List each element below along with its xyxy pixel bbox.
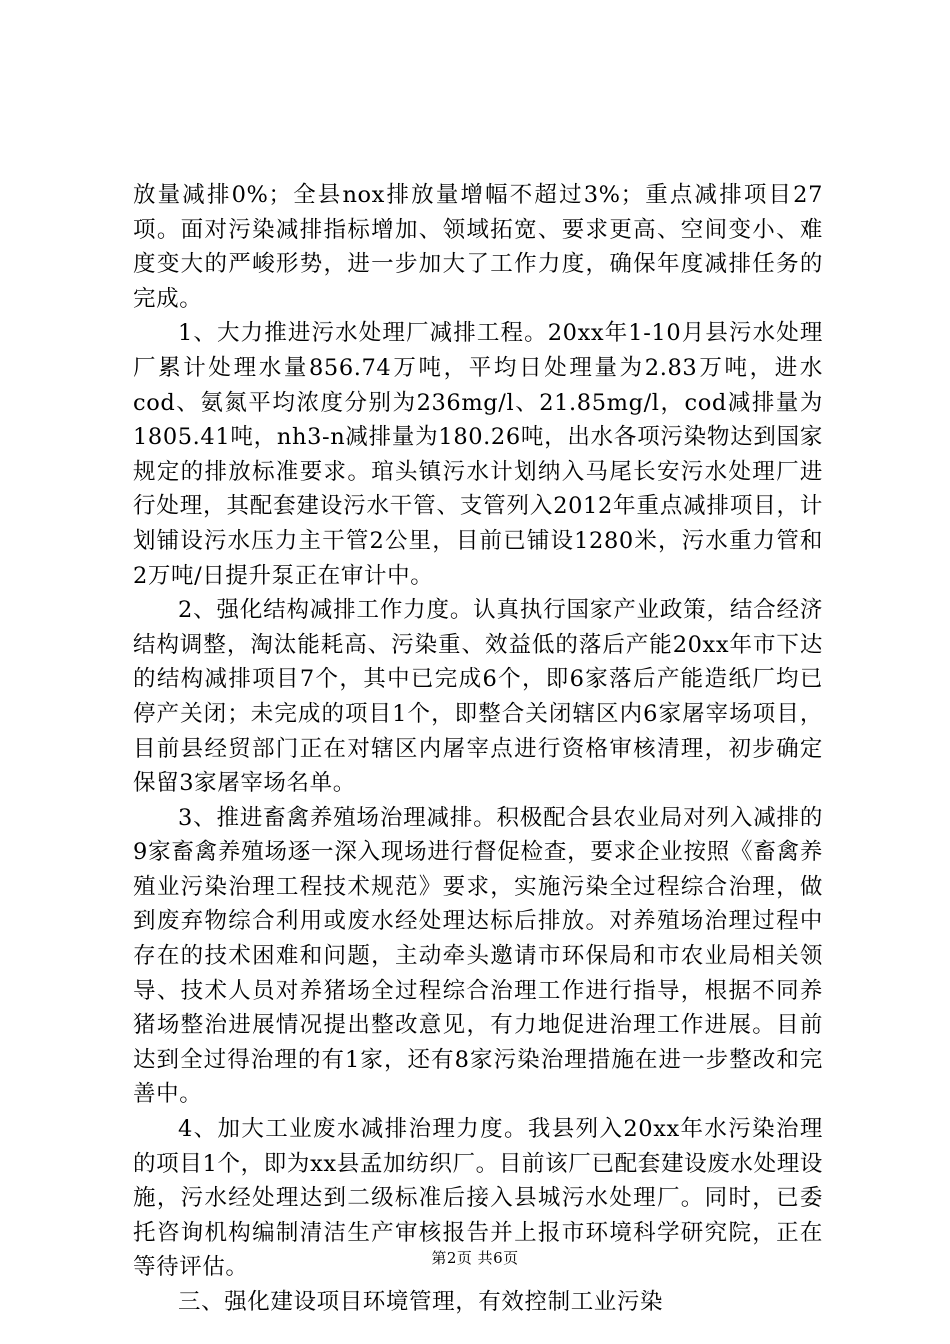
paragraph-item-2: 2、强化结构减排工作力度。认真执行国家产业政策，结合经济结构调整，淘汰能耗高、污染重、效益低的落后产能20xx年市下达的结构减排项目7个，其中已完成6个，即6家落后产能造纸厂均已停产关闭；未完成的项目1个，即整合关闭辖区内6家屠宰场项目，目前县经贸部门正在对辖区内屠宰点进行资格审核清理，初步确定保留3家屠宰场名单。	[133, 597, 823, 797]
paragraph-item-1: 1、大力推进污水处理厂减排工程。20xx年1-10月县污水处理厂累计处理水量856.74万吨，平均日处理量为2.83万吨，进水cod、氨氮平均浓度分别为236mg/l、21.85mg/l，cod减排量为1805.41吨，nh3-n减排量为180.26吨，出水各项污染物达到国家规定的排放标准要求。琯头镇污水计划纳入马尾长安污水处理厂进行处理，其配套建设污水干管、支管列入2012年重点减排项目，计划铺设污水压力主干管2公里，目前已铺设1280米，污水重力管和2万吨/日提升泵正在审计中。	[133, 320, 823, 589]
document-body	[133, 178, 823, 1320]
paragraph-item-4: 4、加大工业废水减排治理力度。我县列入20xx年水污染治理的项目1个，即为xx县孟加纺织厂。目前该厂已配套建设废水处理设施，污水经处理达到二级标准后接入县城污水处理厂。同时，已委托咨询机构编制清洁生产审核报告并上报市环境科学研究院，正在等待评估。	[133, 1116, 823, 1281]
page-number-footer: 第2页 共6页	[431, 1249, 519, 1267]
paragraph-continuation: 放量减排0%；全县nox排放量增幅不超过3%；重点减排项目27项。面对污染减排指标增加、领域拓宽、要求更高、空间变小、难度变大的严峻形势，进一步加大了工作力度，确保年度减排任务的完成。	[133, 182, 823, 312]
section-heading-3: 三、强化建设项目环境管理，有效控制工业污染	[178, 1289, 664, 1315]
paragraph-item-3: 3、推进畜禽养殖场治理减排。积极配合县农业局对列入减排的9家畜禽养殖场逐一深入现场进行督促检查，要求企业按照《畜禽养殖业污染治理工程技术规范》要求，实施污染全过程综合治理，做到废弃物综合利用或废水经处理达标后排放。对养殖场治理过程中存在的技术困难和问题，主动牵头邀请市环保局和市农业局相关领导、技术人员对养猪场全过程综合治理工作进行指导，根据不同养猪场整治进展情况提出整改意见，有力地促进治理工作进展。目前达到全过得治理的有1家，还有8家污染治理措施在进一步整改和完善中。	[133, 804, 823, 1108]
